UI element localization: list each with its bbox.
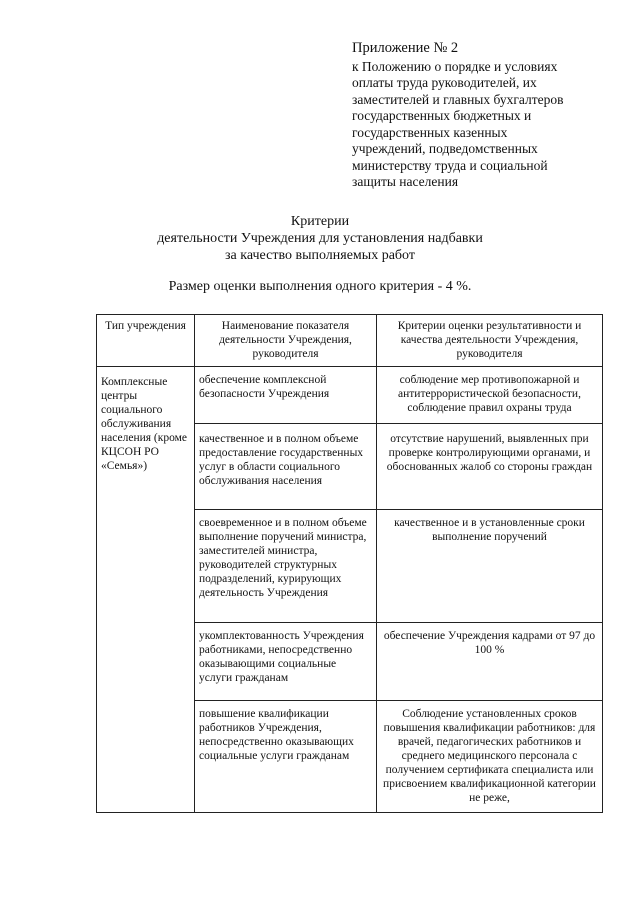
appendix-line: защиты населения bbox=[352, 174, 459, 189]
table-header-row bbox=[97, 315, 603, 367]
institution-type: Комплексные центры социального обслуживания населения (кроме КЦСОН РО «Семья») bbox=[101, 376, 188, 472]
assessment-size: Размер оценки выполнения одного критерия - 4 %. bbox=[168, 279, 472, 294]
appendix-line: учреждений, подведомственных bbox=[352, 141, 538, 156]
appendix-title: Приложение № 2 bbox=[352, 40, 459, 56]
criterion-cell: качественное и в установленные сроки выполнение поручений bbox=[377, 510, 603, 623]
appendix-line: министерству труда и социальной bbox=[352, 157, 548, 173]
indicator-cell: своевременное и в полном объеме выполнение поручений министра, заместителей министра, руководителей структурных подразделений, курирующих деятельность Учреждения bbox=[195, 510, 377, 623]
indicator-cell: обеспечение комплексной безопасности Учреждения bbox=[195, 367, 377, 424]
appendix-line: государственных бюджетных и bbox=[352, 108, 532, 123]
heading-line: деятельности Учреждения для установления надбавки bbox=[157, 231, 483, 246]
table-row bbox=[97, 367, 603, 424]
appendix-block bbox=[352, 40, 622, 191]
heading-line: за качество выполняемых работ bbox=[225, 248, 415, 263]
criterion-cell: отсутствие нарушений, выявленных при проверке контролирующими органами, и обоснованных жалоб со стороны граждан bbox=[377, 424, 603, 510]
indicator-cell: качественное и в полном объеме предоставление государственных услуг в области социального обслуживания населения bbox=[195, 424, 377, 510]
criterion-cell: Соблюдение установленных сроков повышения квалификации работников: для врачей, педагогических работников и среднего медицинского персонала с получением сертификата специалиста или присвоением квалификационной категории не реже, bbox=[377, 701, 603, 813]
appendix-line: заместителей и главных бухгалтеров bbox=[352, 91, 564, 107]
criterion-cell: соблюдение мер противопожарной и антитеррористической безопасности, соблюдение правил охраны труда bbox=[377, 367, 603, 424]
indicator-cell: повышение квалификации работников Учреждения, непосредственно оказывающих социальные услуги гражданам bbox=[195, 701, 377, 813]
header-institution-type: Тип учреждения bbox=[97, 315, 195, 367]
header-evaluation-criteria: Критерии оценки результативности и качества деятельности Учреждения, руководителя bbox=[377, 315, 603, 367]
heading-title: Критерии bbox=[290, 214, 350, 229]
appendix-line: к Положению о порядке и условиях bbox=[352, 58, 558, 74]
appendix-line: государственных казенных bbox=[352, 124, 508, 140]
document-heading bbox=[0, 213, 640, 264]
criteria-table bbox=[96, 314, 603, 813]
criterion-cell: обеспечение Учреждения кадрами от 97 до 100 % bbox=[377, 623, 603, 701]
institution-type-cell bbox=[97, 367, 195, 813]
indicator-cell: укомплектованность Учреждения работниками, непосредственно оказывающими социальные услуги гражданам bbox=[195, 623, 377, 701]
header-indicator-name: Наименование показателя деятельности Учреждения, руководителя bbox=[195, 315, 377, 367]
appendix-line: оплаты труда руководителей, их bbox=[352, 75, 537, 90]
